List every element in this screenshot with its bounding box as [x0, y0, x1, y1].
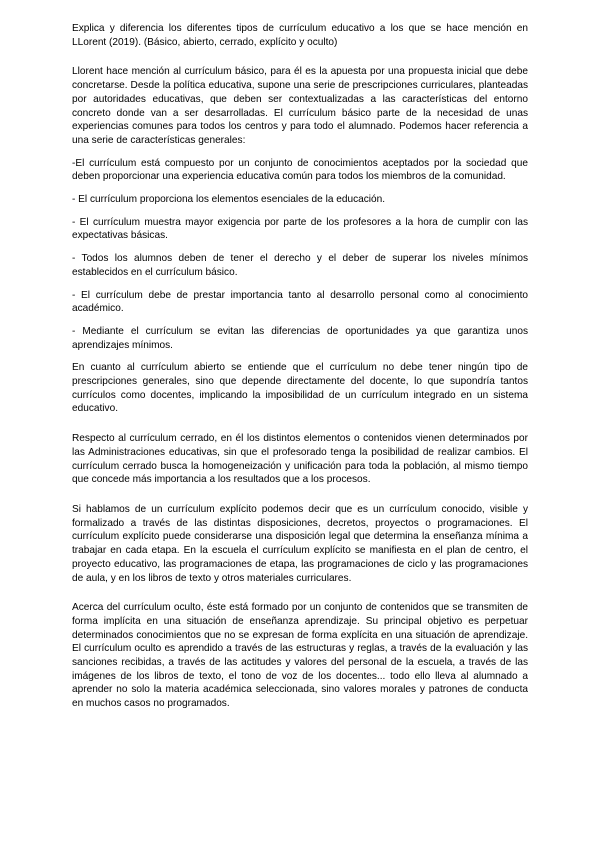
bullet-item: -El currículum está compuesto por un conjunto de conocimientos aceptados por la sociedad que deben proporcionar una experiencia educativa común para todos los miembros de la comunidad. — [72, 157, 528, 183]
bullet-item: - El currículum muestra mayor exigencia por parte de los profesores a la hora de cumplir con las expectativas básicas. — [72, 216, 528, 242]
paragraph-curriculum-cerrado: Respecto al currículum cerrado, en él los distintos elementos o contenidos vienen determinados por las Administraciones educativas, sin que el profesorado tenga la posibilidad de realizar cambios. El currículum cerrado busca la homogeneización y unificación para toda la población, al mismo tiempo que concede más importancia a los resultados que a los procesos. — [72, 433, 528, 486]
paragraph-curriculum-basico: Llorent hace mención al currículum básico, para él es la apuesta por una propuesta inicial que debe concretarse. Desde la política educativa, supone una serie de prescripciones curriculares, planteadas por autoridades educativas, que deben ser contextualizadas a las características del entorno concreto donde van a ser desarrolladas. El currículum básico parte de la necesidad de unas experiencias comunes para todos los centros y para todo el alumnado. Podemos hacer referencia a una serie de características generales: — [72, 66, 528, 146]
paragraph-curriculum-oculto: Acerca del currículum oculto, éste está formado por un conjunto de contenidos que se transmiten de forma implícita en una situación de enseñanza aprendizaje. Su principal objetivo es perpetuar determinados conocimientos que no se expresan de forma explícita en una situación de aprendizaje. El currículum oculto es aprendido a través de las estructuras y reglas, a través de la evaluación y las sanciones recibidas, a través de las actitudes y valores del personal de la escuela, a través de las imágenes de los libros de texto, el tono de voz de los docentes... todo ello lleva al alumnado a aprender no solo la materia académica seleccionada, sino valores morales y patrones de conducta en muchos casos no programados. — [72, 602, 528, 710]
paragraph-curriculum-explicito: Si hablamos de un currículum explícito podemos decir que es un currículum conocido, visible y formalizado a través de las distintas disposiciones, decretos, proyectos o programaciones. El currículum explícito puede considerarse una disposición legal que determina la enseñanza mínima a trabajar en cada etapa. En la escuela el currículum explícito se manifiesta en el plan de centro, el proyecto educativo, las programaciones de etapa, las programaciones de ciclo y las programaciones de aula, y en los libros de texto y otros materiales curriculares. — [72, 503, 528, 584]
question-heading: Explica y diferencia los diferentes tipos de currículum educativo a los que se hace mención en LLorent (2019). (Básico, abierto, cerrado, explícito y oculto) — [72, 23, 528, 48]
bullet-item: - El currículum proporciona los elementos esenciales de la educación. — [72, 194, 386, 206]
bullet-item: - Todos los alumnos deben de tener el derecho y el deber de superar los niveles mínimos establecidos en el currículum básico. — [72, 253, 528, 278]
bullet-item: - Mediante el currículum se evitan las diferencias de oportunidades ya que garantiza unos aprendizajes mínimos. — [72, 325, 528, 351]
bullet-item: - El currículum debe de prestar importancia tanto al desarrollo personal como al conocimiento académico. — [72, 289, 528, 315]
document-page — [72, 22, 528, 711]
paragraph-curriculum-abierto: En cuanto al currículum abierto se entiende que el currículum no debe tener ningún tipo de prescripciones generales, sino que depende directamente del docente, lo que supondría tantos currículos como docentes, implicando la imposibilidad de un currículum integrado en un sistema educativo. — [72, 362, 528, 415]
